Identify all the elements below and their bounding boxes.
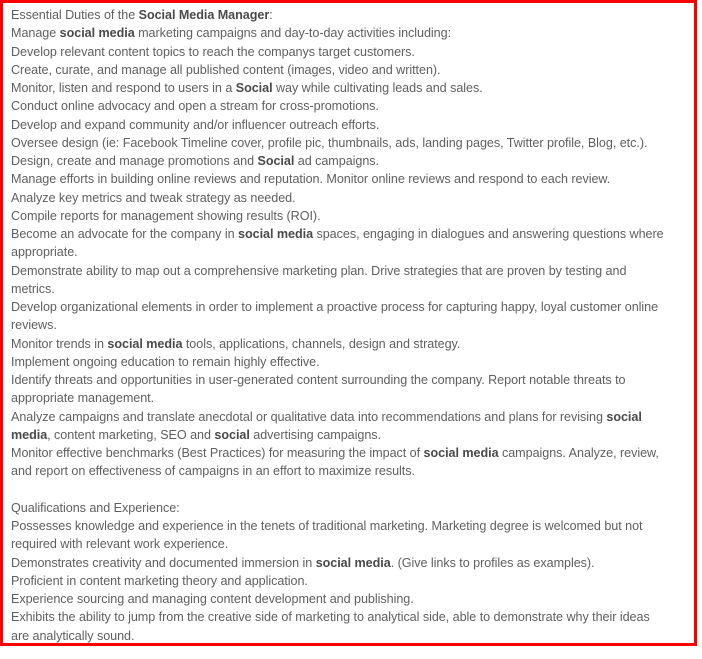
qualifications-line — [11, 554, 697, 572]
text-segment: Oversee design (ie: Facebook Timeline cover, profile pic, thumbnails, ads, landing pages, Twitter profile, Blog, etc.). — [11, 135, 648, 150]
qualifications-line — [11, 590, 697, 608]
keyword-bold: Social — [257, 154, 295, 168]
text-segment: Manage — [11, 26, 60, 41]
duties-line — [11, 79, 697, 97]
duties-line — [11, 97, 697, 115]
duties-line — [11, 389, 697, 407]
qualifications-line — [11, 535, 697, 553]
keyword-bold: social — [214, 427, 250, 442]
text-segment: Monitor trends in — [11, 336, 108, 351]
duties-line — [11, 134, 697, 152]
section-spacer — [11, 481, 697, 499]
qualifications-line — [11, 572, 697, 590]
duties-line — [11, 298, 697, 316]
text-segment: Analyze key metrics and tweak strategy as needed. — [11, 190, 296, 205]
text-segment: ad campaigns. — [294, 154, 380, 168]
text-segment: Experience sourcing and managing content development and publishing. — [11, 592, 414, 606]
text-segment: advertising campaigns. — [249, 427, 381, 442]
text-segment: Demonstrates creativity and documented immersion in — [11, 555, 316, 570]
qualifications-line — [11, 608, 697, 626]
duties-heading-prefix: Essential Duties of the — [11, 8, 139, 22]
duties-line — [11, 116, 697, 134]
qualifications-line — [11, 517, 697, 535]
duties-line — [11, 225, 697, 243]
qualifications-heading: Qualifications and Experience: — [11, 500, 180, 515]
text-segment: Implement ongoing education to remain highly effective. — [11, 354, 320, 369]
text-segment: spaces, engaging in dialogues and answering questions where — [313, 227, 664, 241]
duties-line — [11, 262, 697, 280]
qualifications-line — [11, 627, 697, 645]
duties-line — [11, 335, 697, 353]
text-segment: Monitor effective benchmarks (Best Practices) for measuring the impact of — [11, 446, 424, 460]
text-segment: Possesses knowledge and experience in the tenets of traditional marketing. Marketing degree is welcomed but not — [11, 519, 643, 533]
text-segment: Develop and expand community and/or influencer outreach efforts. — [11, 117, 380, 132]
keyword-bold: social media — [238, 227, 314, 241]
duties-line — [11, 170, 697, 188]
text-segment: appropriate. — [11, 245, 78, 260]
text-segment: Demonstrate ability to map out a comprehensive marketing plan. Drive strategies that are proven by testing and — [11, 263, 627, 278]
keyword-bold: Social — [235, 81, 273, 95]
text-segment: Compile reports for management showing results (ROI). — [11, 208, 321, 223]
text-segment: are analytically sound. — [11, 628, 135, 643]
keyword-bold: social media — [315, 555, 391, 570]
job-description-text — [11, 6, 697, 645]
duties-line — [11, 371, 697, 389]
keyword-bold: social media — [107, 336, 183, 351]
duties-heading-suffix: : — [269, 8, 273, 22]
duties-line — [11, 24, 697, 42]
text-segment: metrics. — [11, 281, 55, 296]
duties-line — [11, 353, 697, 371]
duties-line — [11, 152, 697, 170]
text-segment: Monitor, listen and respond to users in a — [11, 81, 236, 95]
text-segment: way while cultivating leads and sales. — [272, 81, 483, 95]
duties-line — [11, 462, 697, 480]
text-segment: . (Give links to profiles as examples). — [390, 555, 595, 570]
text-segment: required with relevant work experience. — [11, 537, 229, 552]
duties-line — [11, 189, 697, 207]
text-segment: Analyze campaigns and translate anecdotal or qualitative data into recommendations and plans for revising — [11, 409, 607, 424]
text-segment: campaigns. Analyze, review, — [498, 446, 659, 460]
text-segment: appropriate management. — [11, 391, 155, 406]
keyword-bold: media — [11, 427, 48, 442]
text-segment: , content marketing, SEO and — [47, 427, 215, 442]
text-segment: reviews. — [11, 318, 57, 333]
qualifications-list — [11, 517, 697, 645]
duties-line — [11, 280, 697, 298]
duties-line — [11, 426, 697, 444]
duties-heading-role: Social Media Manager — [138, 8, 270, 22]
text-segment: Develop relevant content topics to reach the companys target customers. — [11, 44, 415, 59]
duties-list — [11, 24, 697, 480]
duties-line — [11, 43, 697, 61]
keyword-bold: social media — [59, 26, 135, 41]
duties-line — [11, 61, 697, 79]
duties-line — [11, 243, 697, 261]
duties-heading — [11, 6, 697, 24]
duties-line — [11, 207, 697, 225]
keyword-bold: social — [606, 409, 642, 424]
text-segment: Design, create and manage promotions and — [11, 154, 258, 168]
duties-line — [11, 316, 697, 334]
text-segment: Conduct online advocacy and open a stream for cross-promotions. — [11, 99, 379, 114]
text-segment: Become an advocate for the company in — [11, 227, 239, 241]
text-segment: Identify threats and opportunities in user-generated content surrounding the company. Report notable threats to — [11, 373, 626, 387]
text-segment: Manage efforts in building online reviews and reputation. Monitor online reviews and respond to each review. — [11, 172, 611, 187]
text-segment: tools, applications, channels, design and strategy. — [182, 336, 461, 351]
text-segment: Develop organizational elements in order to implement a proactive process for capturing happy, loyal customer online — [11, 300, 659, 314]
text-segment: marketing campaigns and day-to-day activities including: — [134, 26, 452, 41]
keyword-bold: social media — [423, 446, 499, 460]
text-segment: and report on effectiveness of campaigns in an effort to maximize results. — [11, 464, 415, 479]
text-segment: Create, curate, and manage all published content (images, video and written). — [11, 62, 441, 77]
duties-line — [11, 408, 697, 426]
text-segment: Proficient in content marketing theory and application. — [11, 573, 308, 588]
duties-line — [11, 444, 697, 462]
text-segment: Exhibits the ability to jump from the creative side of marketing to analytical side, able to demonstrate why their ideas — [11, 610, 650, 625]
